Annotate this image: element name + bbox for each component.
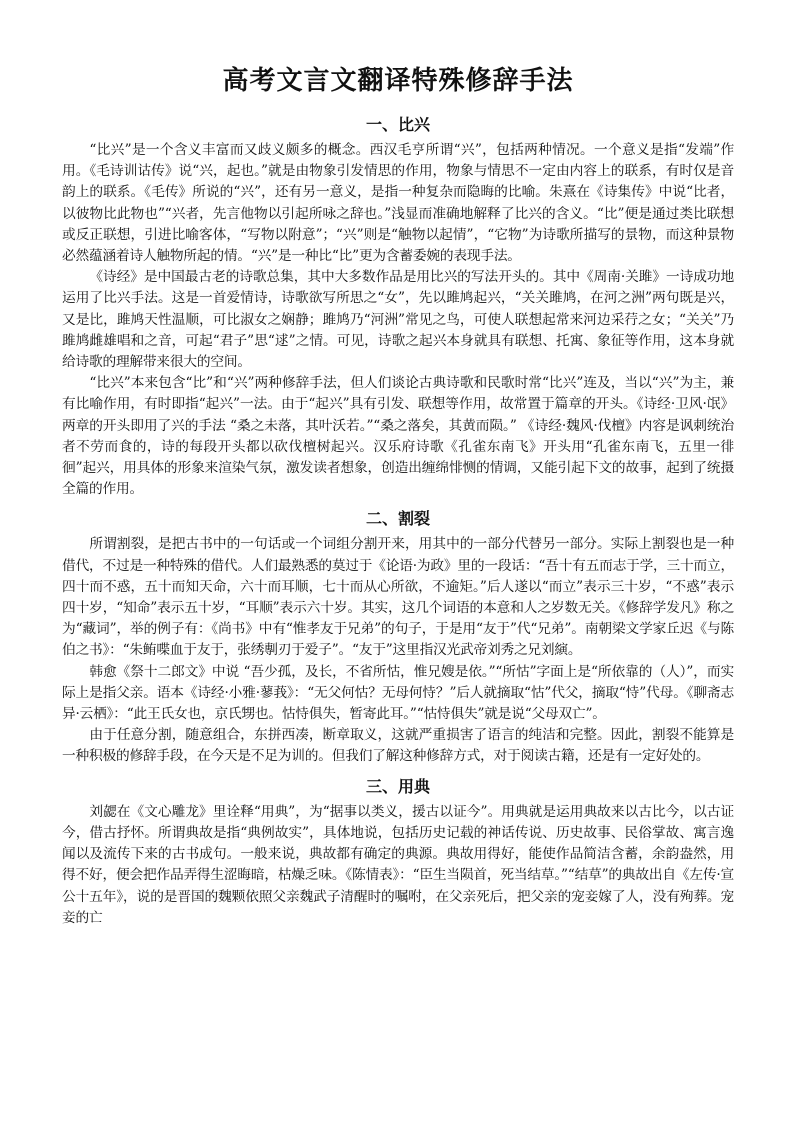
section-heading-bixing: 一、比兴: [365, 115, 430, 134]
document-title: 高考文言文翻译特殊修辞手法: [222, 66, 574, 96]
document-page: [62, 58, 734, 929]
section-yongdian: [62, 772, 734, 929]
section-bixing: [62, 110, 734, 500]
section-gelie: [62, 504, 734, 767]
paragraph: “比兴”本来包含“比”和“兴”两种修辞手法，但人们谈论古典诗歌和民歌时常“比兴”连及，当以“兴”为主，兼有比喻作用，有时即指“起兴”一法。由于“起兴”具有引发、联想等作用，故常置于篇章的开头。《诗经·卫风·氓》两章的开头即用了兴的手法 “桑之未落，其叶沃若。”“桑之落矣，其黄而陨。” 《诗经·魏风·伐檀》内容是讽刺统治者不劳而食的，诗的每段开头都以砍伐檀树起兴。汉乐府诗歌《孔雀东南飞》开头用“孔雀东南飞，五里一徘徊”起兴，用具体的形象来渲染气氛，激发读者想象，创造出缠绵悱恻的情调，又能引起下文的故事，起到了统摄全篇的作用。: [62, 375, 734, 498]
paragraph: 刘勰在《文心雕龙》里诠释“用典”，为“据事以类义，援古以证今”。用典就是运用典故来以古比今，以古证今，借古抒怀。所谓典故是指“典例故实”，具体地说，包括历史记载的神话传说、历史故事、民俗掌故、寓言逸闻以及流传下来的古书成句。一般来说，典故都有确定的典源。典故用得好，能使作品简洁含蓄，余韵盎然，用得不好，便会把作品弄得生涩晦暗，枯燥乏味。《陈情表》：“臣生当陨首，死当结草。”“结草”的典故出自《左传·宣公十五年》，说的是晋国的魏颗依照父亲魏武子清醒时的嘱咐，在父亲死后，把父亲的宠妾嫁了人，没有殉葬。宠妾的亡: [62, 803, 734, 926]
paragraph: 韩愈《祭十二郎文》中说 “吾少孤，及长，不省所怙，惟兄嫂是依。”“所怙”字面上是“所依靠的（人）”，而实际上是指父亲。语本《诗经·小雅·蓼莪》：“无父何怙？无母何恃？”后人就摘取“怙”代父，摘取“恃”代母。《聊斋志异·云栖》：“此王氏女也，京氏甥也。怙恃俱失，暂寄此耳。”“怙恃俱失”就是说“父母双亡”。: [62, 663, 734, 723]
paragraph: 由于任意分割，随意组合，东拼西凑，断章取义，这就严重损害了语言的纯洁和完整。因此，割裂不能算是一种积极的修辞手段，在今天是不足为训的。但我们了解这种修辞方式，对于阅读古籍，还是有一定好处的。: [62, 727, 734, 765]
section-heading-yongdian: 三、用典: [365, 776, 430, 796]
section-heading-gelie: 二、割裂: [365, 509, 430, 529]
paragraph: “比兴”是一个含义丰富而又歧义颇多的概念。西汉毛亨所谓“兴”，包括两种情况。一个意义是指“发端”作用。《毛诗训诂传》说“兴，起也。”就是由物象引发情思的作用，物象与情思不一定由内容上的联系，有时仅是音韵上的联系。《毛传》所说的“兴”，还有另一意义，是指一种复杂而隐晦的比喻。朱熹在《诗集传》中说“比者，以彼物比此物也”“兴者，先言他物以引起所咏之辞也。”浅显而准确地解释了比兴的含义。“比”便是通过类比联想或反正联想，引进比喻客体，“写物以附意”；“兴”则是“触物以起情”，“它物”为诗歌所描写的景物，而这种景物必然蕴涵着诗人触物所起的情。“兴”是一种比“比”更为含蓄委婉的表现手法。: [62, 142, 734, 265]
paragraph: 所谓割裂，是把古书中的一句话或一个词组分割开来，用其中的一部分代替另一部分。实际上割裂也是一种借代，不过是一种特殊的借代。人们最熟悉的莫过于《论语·为政》里的一段话：“吾十有五而志于学，三十而立，四十而不惑，五十而知天命，六十而耳顺，七十而从心所欲，不逾矩。”后人遂以“而立”表示三十岁，“不惑”表示四十岁，“知命”表示五十岁，“耳顺”表示六十岁。其实，这几个词语的本意和人之岁数无关。《修辞学发凡》称之为“藏词”，举的例子有：《尚书》中有“惟孝友于兄弟”的句子，于是用“友于”代“兄弟”。南朝梁文学家丘迟《与陈伯之书》：“朱鲔喋血于友于，张绣剸刃于爱子”。“友于”这里指汉光武帝刘秀之兄刘縯。: [62, 536, 734, 659]
paragraph: 《诗经》是中国最古老的诗歌总集，其中大多数作品是用比兴的写法开头的。其中《周南·关雎》一诗成功地运用了比兴手法。这是一首爱情诗，诗歌欲写所思之“女”，先以雎鸠起兴，“关关雎鸠，在河之洲”两句既是兴，又是比，雎鸠天性温顺，可比淑女之娴静；雎鸠乃“河洲”常见之鸟，可使人联想起常来河边采荇之女；“关关”乃雎鸠雌雄唱和之音，可起“君子”思“逑”之情。可见，诗歌之起兴本身就具有联想、托寓、象征等作用，这本身就给诗歌的理解带来很大的空间。: [62, 269, 734, 371]
